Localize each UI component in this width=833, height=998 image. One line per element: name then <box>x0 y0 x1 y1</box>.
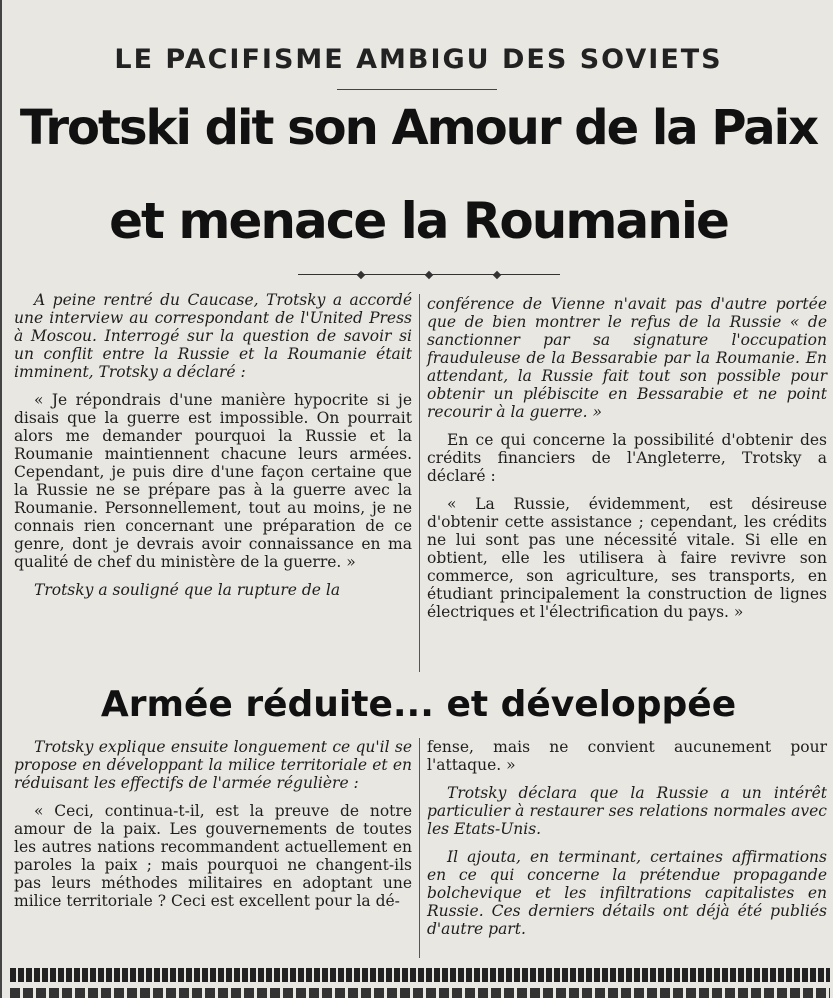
col3-intro: Trotsky explique ensuite longuement ce qu'il se propose en développant la milice territoriale et en réduisant les effectifs de l'armée régulière : <box>14 738 412 792</box>
col2-intro: En ce qui concerne la possibilité d'obtenir des crédits financiers de l'Angleterre, Trotsky a déclaré : <box>427 431 827 485</box>
col3-quote: « Ceci, continua-t-il, est la preuve de notre amour de la paix. Les gouvernements de toutes les autres nations recommandent actuellement en paroles la paix ; mais pourquoi ne changent-ils pas leurs méthodes militaires en adoptant une milice territoriale ? Ceci est excellent pour la dé- <box>14 802 412 910</box>
column-rule-top <box>419 294 420 672</box>
headline-line-2: et menace la Roumanie <box>109 192 728 250</box>
subheading: Armée réduite... et développée <box>100 684 737 725</box>
kicker-rule <box>337 89 497 90</box>
column-3 <box>14 738 412 920</box>
col1-tail: Trotsky a souligné que la rupture de la <box>34 581 341 599</box>
col1-quote: « Je répondrais d'une manière hypocrite si je disais que la guerre est impossible. On pourrait alors me demander pourquoi la Russie et la Roumanie maintiennent chacune leurs armées. Cependant, je puis dire d'une façon certaine que la Russie ne se prépare pas à la guerre avec la Roumanie. Personnellement, tout au moins, je ne connais rien concernant une préparation de ce genre, dont je devrais avoir connaissance en ma qualité de chef du ministère de la guerre. » <box>14 391 412 571</box>
col4-continuation: fense, mais ne convient aucunement pour l'attaque. » <box>427 738 827 774</box>
footer-decorative-band <box>10 968 830 982</box>
col4-paragraph-2: Trotsky déclara que la Russie a un intérêt particulier à restaurer ses relations normales avec les Etats-Unis. <box>427 784 827 838</box>
column-rule-bottom <box>419 738 420 958</box>
column-4 <box>427 738 827 948</box>
kicker-heading: LE PACIFISME AMBIGU DES SOVIETS <box>114 44 723 75</box>
column-1 <box>14 291 412 609</box>
ornamental-divider <box>298 270 560 280</box>
col1-intro: A peine rentré du Caucase, Trotsky a accordé une interview au correspondant de l'United Press à Moscou. Interrogé sur la question de savoir si un conflit entre la Russie et la Roumanie était imminent, Trotsky a déclaré : <box>14 291 412 381</box>
col4-paragraph-3: Il ajouta, en terminant, certaines affirmations en ce qui concerne la prétendue propagande bolchevique et les infiltrations capitalistes en Russie. Ces derniers détails ont déjà été publiés d'autre part. <box>427 848 827 938</box>
footer-decorative-band-lower <box>10 988 830 998</box>
col2-continuation: conférence de Vienne n'avait pas d'autre portée que de bien montrer le refus de la Russie « de sanctionner par sa signature l'occupation frauduleuse de la Bessarabie par la Roumanie. En attendant, la Russie fait tout son possible pour obtenir un plébiscite en Bessarabie et ne point recourir à la guerre. » <box>427 295 827 421</box>
headline-line-1: Trotski dit son Amour de la Paix <box>19 100 818 156</box>
col2-quote: « La Russie, évidemment, est désireuse d'obtenir cette assistance ; cependant, les crédits ne lui sont pas une nécessité vitale. Si elle en obtient, elle les utilisera à faire revivre son commerce, son agriculture, ses transports, en étudiant principalement la construction de lignes électriques et l'électrification du pays. » <box>427 495 827 621</box>
column-2 <box>427 295 827 631</box>
